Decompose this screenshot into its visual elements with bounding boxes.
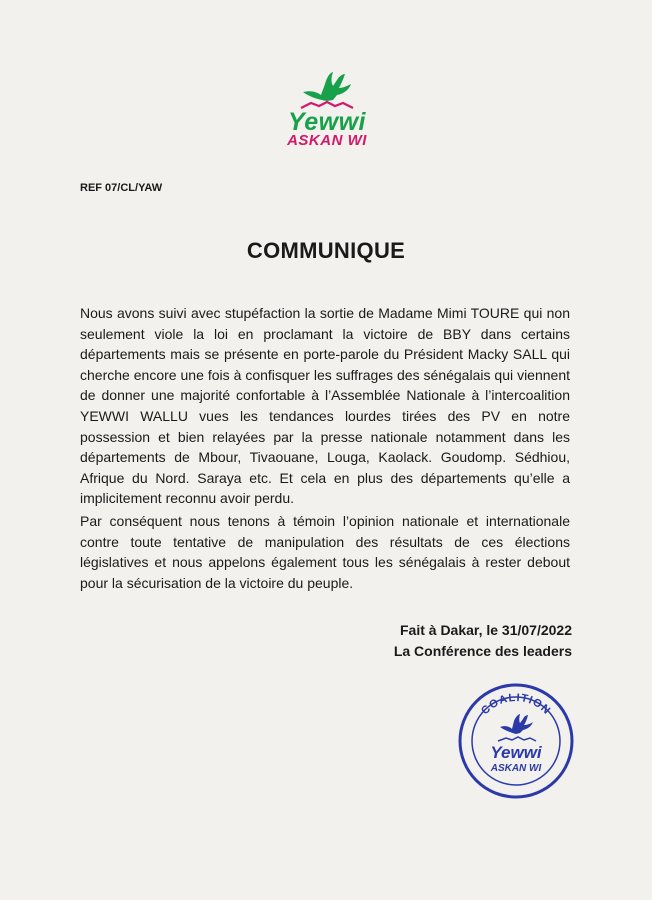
- coalition-logo: [262, 70, 392, 160]
- stamp-top-text: COALITION: [479, 691, 553, 718]
- place-date: Fait à Dakar, le 31/07/2022: [399, 622, 572, 638]
- stamp-title: Yewwi: [490, 743, 542, 762]
- logo-title: Yewwi: [288, 108, 366, 136]
- reference-number: REF 07/CL/YAW: [80, 182, 163, 194]
- signatory: La Conférence des leaders: [393, 643, 572, 659]
- signature-block: [394, 620, 572, 662]
- paragraph-1: Nous avons suivi avec stupéfaction la sortie de Madame Mimi TOURE qui non seulement viole la loi en proclamant la victoire de BBY dans certains départements mais se présente en porte-parole du Président Macky SALL qui cherche encore une fois à confisquer les suffrages des sénégalais qui viennent de donner une majorité confortable à l’Assemblée Nationale à l’intercoalition YEWWI WALLU vues les tendances lourdes tirées des PV en notre possession et bien relayées par la presse nationale notamment dans les départements de Mbour, Tivaouane, Louga, Kaolack. Goudomp. Sédhiou, Afrique du Nord. Saraya etc. Et cela en plus des départements qu’elle a implicitement reconnu avoir perdu.: [80, 305, 570, 507]
- stamp-dove-icon: [500, 714, 533, 734]
- logo-subtitle: ASKAN WI: [287, 132, 367, 149]
- coalition-stamp: [456, 681, 576, 801]
- paragraph-2: Par conséquent nous tenons à témoin l’opinion nationale et internationale contre toute tentative de manipulation des résultats de ces élections législatives et nous appelons également tous les sénégalais à rester debout pour la sécurisation de la victoire du peuple.: [80, 513, 570, 591]
- document-title: COMMUNIQUE: [246, 238, 406, 263]
- dove-icon: [297, 70, 357, 112]
- stamp-subtitle: ASKAN WI: [490, 763, 542, 774]
